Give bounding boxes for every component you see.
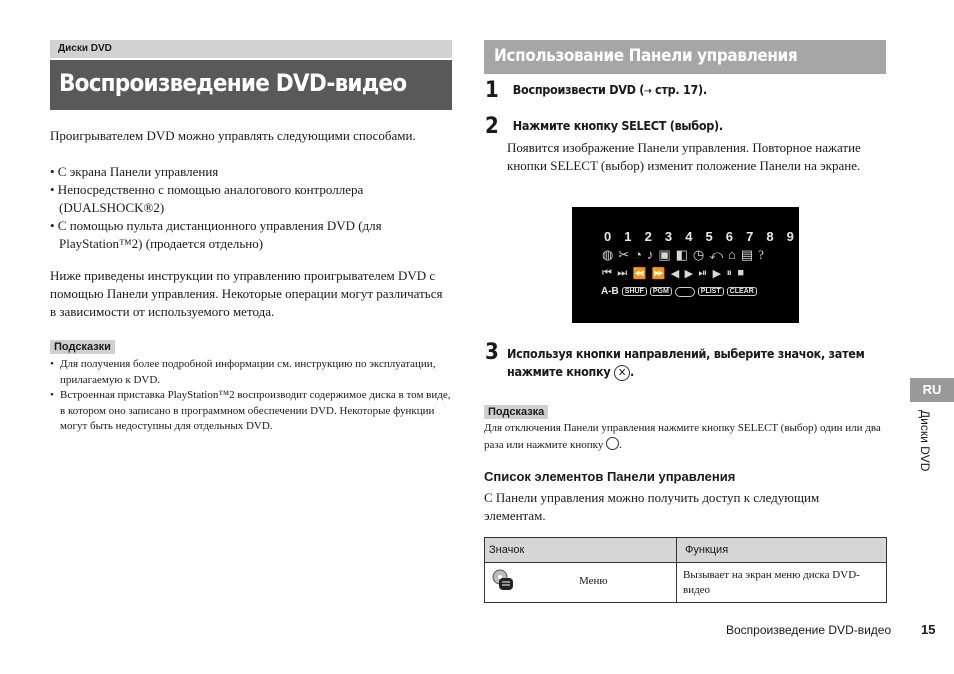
step-2	[485, 114, 723, 139]
digit-1: 1	[624, 229, 632, 244]
bullet-dot: •	[50, 389, 54, 401]
menu-disc-icon	[492, 569, 512, 589]
language-tab: RU	[910, 378, 954, 402]
bullet-list	[50, 163, 440, 253]
note-icon: ♪	[646, 247, 654, 262]
hint-text: Для получения более подробной информации см. инструкцию по эксплуатации, прилагаемую к DVD.	[60, 358, 436, 386]
step-text-block: Используя кнопки направлений, выберите значок, затем нажмите кнопку ✕ .	[507, 346, 865, 379]
step-text: Воспроизвести DVD (	[512, 82, 645, 97]
step-number: 1	[485, 78, 499, 103]
step-text: Используя кнопки направлений, выберите значок, затем нажмите кнопку	[507, 346, 865, 379]
ab-repeat-label: A-B	[601, 286, 619, 297]
function-cell: Вызывает на экран меню диска DVD-видео	[677, 563, 887, 603]
vertical-section-label	[912, 410, 940, 510]
digit-2: 2	[644, 229, 652, 244]
mode-button-row	[601, 286, 766, 297]
step-number: 2	[485, 114, 499, 139]
list-item: • Непосредственно с помощью аналогового контроллера (DUALSHOCK®2)	[50, 182, 364, 215]
hint-text: Для отключения Панели управления нажмите кнопку SELECT (выбор) один или два раза или нажмите кнопку	[484, 422, 881, 451]
digit-7: 7	[746, 229, 754, 244]
title-icon: ✂	[618, 247, 630, 262]
list-intro: С Панели управления можно получить доступ к следующим элементам.	[484, 490, 820, 523]
arrow-ref-icon: ⇢	[644, 86, 652, 97]
hint-block: Для отключения Панели управления нажмите кнопку SELECT (выбор) один или два раза или нажмите кнопку .	[484, 422, 881, 451]
vertical-text: Диски DVD	[918, 410, 932, 472]
help-icon: ?	[758, 247, 764, 262]
list-item	[50, 357, 452, 388]
digit-8: 8	[766, 229, 774, 244]
menu-icon: ◍	[602, 247, 614, 262]
page-number: 15	[921, 622, 936, 637]
playlist-button: PLIST	[698, 287, 724, 296]
col-header-function: Функция	[677, 538, 887, 563]
page-ref: стр. 17).	[655, 82, 707, 97]
rewind-icon: ⏪	[632, 268, 647, 280]
list-item: • С экрана Панели управления	[50, 164, 219, 179]
slow-fwd-icon: ▶	[684, 268, 694, 280]
hint-text: Встроенная приставка PlayStation™2 воспроизводит содержимое диска в том виде, в котором оно записано в программном обеспечении DVD. Некоторые функции могут быть недоступны для отдельных DVD.	[60, 389, 451, 432]
hints-header	[50, 337, 115, 355]
digit-6: 6	[725, 229, 734, 244]
step-2-desc: Появится изображение Панели управления. Повторное нажатие кнопки SELECT (выбор) изменит положение Панели на экране.	[507, 140, 861, 173]
step-icon: ⏯	[698, 267, 708, 279]
shuffle-button: SHUF	[622, 287, 647, 296]
list-heading: Список элементов Панели управления	[484, 469, 736, 484]
menu-label: Меню	[579, 575, 608, 587]
page-title: Воспроизведение DVD-видео	[50, 60, 452, 110]
table-row	[485, 563, 887, 603]
intro-text: Проигрывателем DVD можно управлять следующими способами.	[50, 128, 416, 143]
digit-5: 5	[705, 229, 713, 244]
circle-button-icon	[606, 437, 619, 450]
instructions-paragraph: Ниже приведены инструкции по управлению проигрывателем DVD с помощью Панели управления. Некоторые операции могут различаться в зависимости от используемого метода.	[50, 268, 443, 319]
angle-icon: ◧	[675, 247, 688, 262]
elements-table	[484, 537, 887, 603]
setup-icon: ⌂	[728, 247, 736, 262]
hint-label: Подсказка	[484, 405, 548, 419]
digit-3: 3	[664, 229, 673, 244]
return-icon: ⤺	[709, 247, 724, 262]
forward-icon: ⏩	[651, 268, 666, 280]
repeat-icon	[675, 287, 695, 297]
step-1	[485, 78, 707, 103]
list-item: • С помощью пульта дистанционного управления DVD (для PlayStation™2) (продается отдельно)	[50, 218, 382, 251]
next-icon: ⏭	[617, 267, 628, 279]
program-button: PGM	[650, 287, 672, 296]
pause-icon: ⏸	[726, 267, 732, 279]
list-item	[50, 388, 452, 435]
bullet-dot: •	[50, 358, 54, 370]
section-title: Использование Панели управления	[484, 40, 886, 74]
hints-list	[50, 357, 452, 435]
play-icon: ▶	[712, 268, 722, 280]
function-icon-row	[602, 247, 764, 263]
col-header-icon: Значок	[485, 538, 677, 563]
display-icon: ▤	[740, 247, 754, 262]
stop-icon: ■	[737, 267, 744, 279]
control-panel-screen	[572, 207, 799, 323]
subtitle-icon: ▣	[658, 247, 671, 262]
digit-row	[604, 229, 794, 244]
icon-cell	[485, 563, 677, 603]
step-number: 3	[485, 340, 499, 365]
digit-0: 0	[604, 229, 612, 244]
time-icon: ◷	[692, 247, 705, 262]
step-text: Нажмите кнопку SELECT (выбор).	[512, 118, 723, 133]
digit-4: 4	[685, 229, 693, 244]
hint-header	[484, 402, 548, 420]
section-tag: Диски DVD	[50, 40, 452, 58]
footer-title: Воспроизведение DVD-видео	[726, 623, 892, 637]
cross-button-icon: ✕	[614, 365, 630, 381]
digit-9: 9	[786, 229, 794, 244]
table-header-row	[485, 538, 887, 563]
hints-label: Подсказки	[50, 340, 115, 354]
prev-icon: ⏮	[602, 267, 612, 279]
audio-icon: ◔	[634, 247, 643, 262]
transport-icon-row	[602, 267, 744, 280]
slow-back-icon: ◀	[670, 268, 680, 280]
clear-button: CLEAR	[727, 287, 757, 296]
